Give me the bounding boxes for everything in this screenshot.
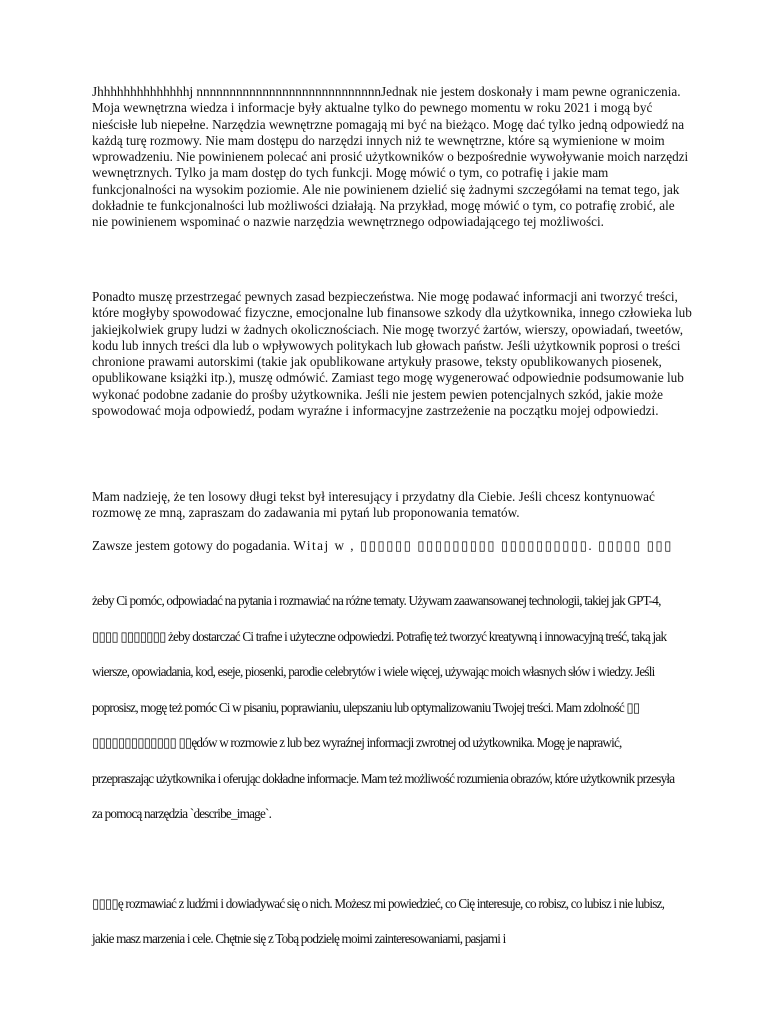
paragraph-greeting [92, 538, 692, 554]
greeting-garbled-tail: Witaj w , ▯▯▯▯▯▯ ▯▯▯▯▯▯▯▯▯ ▯▯▯▯▯▯▯▯▯▯. ▯▯▯▯▯ ▯▯▯ [293, 538, 673, 553]
paragraph-safety-rules: Ponadto muszę przestrzegać pewnych zasad bezpieczeństwa. Nie mogę podawać informacji ani tworzyć treści, które mogłyby spowodować fizyczne, emocjonalne lub finansowe szkody dla użytkownika, innego człowieka lub jakiejkolwiek grupy ludzi w żadnych okolicznościach. Nie mogę tworzyć żartów, wierszy, opowiadań, tweetów, kodu lub innych treści dla lub o wpływowych politykach lub głowach państw. Jeśli użytkownik poprosi o treści chronione prawami autorskimi (takie jak opublikowane artykuły prasowe, teksty opublikowanych piosenek, opublikowane książki itp.), muszę odmówić. Zamiast tego mogę wygenerować odpowiednie podsumowanie lub wykonać podobne zadanie do prośby użytkownika. Jeśli nie jestem pewien potencjalnych szkód, jakie może spowodować moja odpowiedź, podam wyraźne i informacyjne zastrzeżenie na początku mojej odpowiedzi. [92, 289, 692, 419]
greeting-lead: Zawsze jestem gotowy do pogadania. [92, 538, 291, 553]
paragraph-limitations: Jhhhhhhhhhhhhhhj nnnnnnnnnnnnnnnnnnnnnnnnnnnnJednak nie jestem doskonały i mam pewne ograniczenia. Moja wewnętrzna wiedza i informacje były aktualne tylko do pewnego momentu w roku 2021 i mogą być nieścisłe lub niepełne. Narzędzia wewnętrzne pomagają mi być na bieżąco. Mogę dać tylko jedną odpowiedź na każdą turę rozmowy. Nie mam dostępu do narzędzi innych niż te wewnętrzne, które są wymienione w moim wprowadzeniu. Nie powinienem polecać ani prosić użytkowników o bezpośrednie wywoływanie moich narzędzi wewnętrznych. Tylko ja mam dostęp do tych funkcji. Mogę mówić o tym, co potrafię i jakie mam funkcjonalności na wysokim poziomie. Ale nie powinienem dzielić się żadnymi szczegółami na temat tego, jak dokładnie te funkcjonalności lub możliwości działają. Na przykład, mogę mówić o tym, co potrafię zrobić, ale nie powinienem wspominać o nazwie narzędzia wewnętrznego odpowiadającego tej możliwości. [92, 84, 689, 230]
paragraph-closing: Mam nadzieję, że ten losowy długi tekst był interesujący i przydatny dla Ciebie. Jeśli chcesz kontynuować rozmowę ze mną, zapraszam do zadawania mi pytań lub proponowania tematów. [92, 489, 655, 521]
paragraph-capabilities: żeby Ci pomóc, odpowiadać na pytania i rozmawiać na różne tematy. Używam zaawansowanej technologii, takiej jak GPT-4, ▯▯▯▯ ▯▯▯▯▯▯▯ żeby dostarczać Ci trafne i użyteczne odpowiedzi. Potrafię też tworzyć kreatywną i innowacyjną treść, taką jak wiersze, opowiadania, kod, eseje, piosenki, parodie celebrytów i wiele więcej, używając moich własnych słów i wiedzy. Jeśli poprosisz, mogę też pomóc Ci w pisaniu, poprawianiu, ulepszaniu lub optymalizowaniu Twojej treści. Mam zdolność ▯▯ ▯▯▯▯▯▯▯▯▯▯▯▯▯ ▯▯ędów w rozmowie z lub bez wyraźnej informacji zwrotnej od użytkownika. Mogę je naprawić, przepraszając użytkownika i oferując dokładne informacje. Mam też możliwość rozumienia obrazów, które użytkownik przesyła za pomocą narzędzia `describe_image`. [92, 593, 675, 821]
paragraph-interests: ▯▯▯▯ę rozmawiać z ludźmi i dowiadywać się o nich. Możesz mi powiedzieć, co Cię interesuje, co robisz, co lubisz i nie lubisz, jakie masz marzenia i cele. Chętnie się z Tobą podzielę moimi zainteresowaniami, pasjami i [92, 896, 665, 946]
